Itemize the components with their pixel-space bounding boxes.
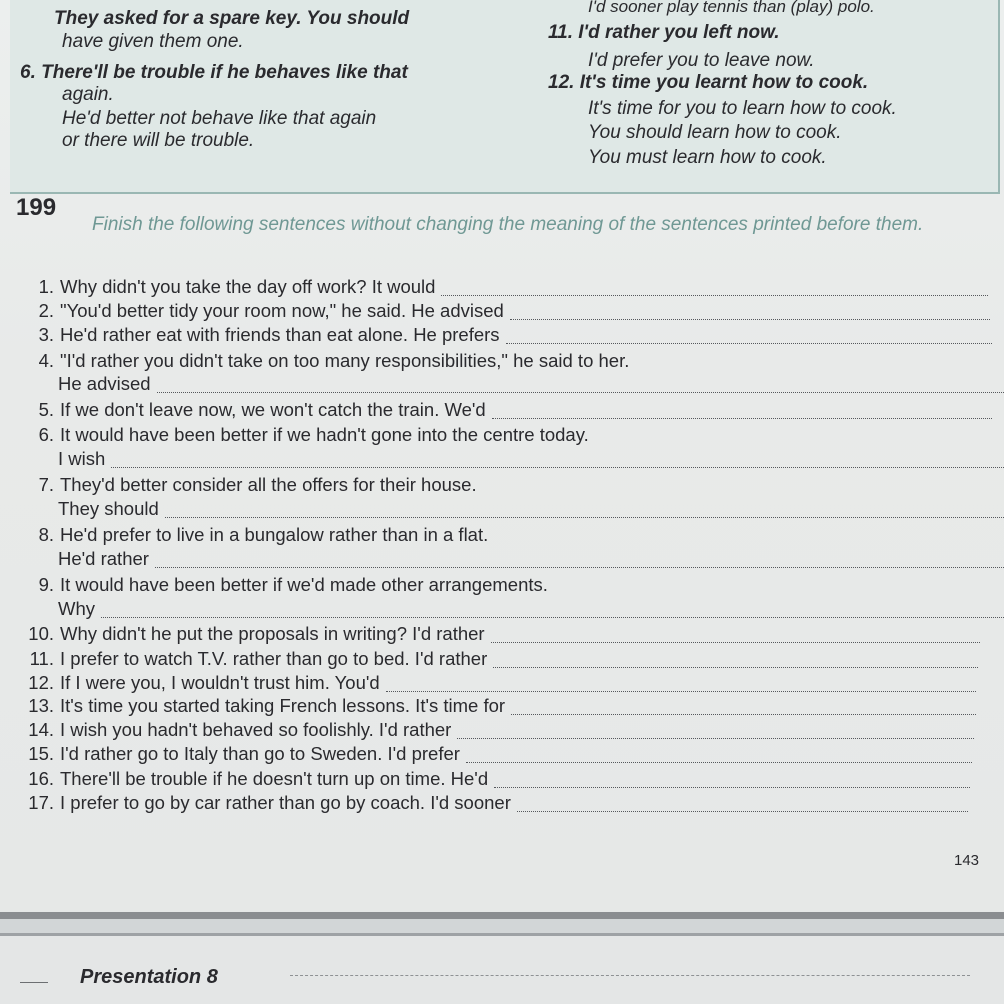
- example-box: [10, 0, 1000, 194]
- question-text: He'd rather: [58, 548, 149, 569]
- answer-blank[interactable]: [491, 624, 980, 643]
- question-text: It would have been better if we'd made other arrangements.: [60, 574, 548, 595]
- example-line: You must learn how to cook.: [588, 147, 827, 168]
- question-row: [18, 423, 589, 447]
- answer-blank[interactable]: [466, 744, 972, 763]
- question-number: 10.: [28, 623, 54, 644]
- question-text: He'd rather eat with friends than eat alone. He prefers: [60, 324, 500, 345]
- example-line: You should learn how to cook.: [588, 122, 842, 143]
- question-row: [58, 372, 1004, 396]
- question-row: [18, 523, 488, 547]
- question-text: Why didn't he put the proposals in writing? I'd rather: [60, 623, 485, 644]
- question-text: If we don't leave now, we won't catch the train. We'd: [60, 399, 486, 420]
- example-line: I'd sooner play tennis than (play) polo.: [588, 0, 875, 16]
- question-number: 13.: [28, 695, 54, 716]
- answer-blank[interactable]: [511, 696, 976, 715]
- footer-rule: [290, 975, 970, 976]
- question-row: [58, 497, 1004, 521]
- question-row: [18, 473, 477, 497]
- example-line: He'd better not behave like that again: [62, 108, 377, 129]
- question-text: "I'd rather you didn't take on too many responsibilities," he said to her.: [60, 350, 630, 371]
- answer-blank[interactable]: [155, 549, 1004, 568]
- answer-blank[interactable]: [386, 673, 976, 692]
- divider: [0, 933, 1004, 936]
- question-text: They'd better consider all the offers for their house.: [60, 474, 477, 495]
- answer-blank[interactable]: [493, 649, 978, 668]
- question-number: 16.: [28, 768, 54, 789]
- page-number: 143: [954, 852, 980, 869]
- answer-blank[interactable]: [492, 400, 992, 419]
- example-line: again.: [62, 84, 114, 105]
- question-row: [18, 791, 968, 815]
- question-row: [18, 767, 970, 791]
- question-text: "You'd better tidy your room now," he said. He advised: [60, 300, 504, 321]
- answer-blank[interactable]: [101, 599, 1004, 618]
- question-row: [18, 647, 978, 671]
- question-row: [18, 742, 972, 766]
- answer-blank[interactable]: [165, 499, 1004, 518]
- question-number: 12.: [28, 672, 54, 693]
- question-row: [18, 694, 976, 718]
- answer-blank[interactable]: [506, 325, 992, 344]
- question-row: [18, 671, 976, 695]
- question-text: I prefer to watch T.V. rather than go to bed. I'd rather: [60, 648, 488, 669]
- exercise-number: 199: [16, 194, 57, 221]
- question-text: He'd prefer to live in a bungalow rather than in a flat.: [60, 524, 489, 545]
- example-line: 6. There'll be trouble if he behaves like that: [20, 62, 408, 83]
- footer-title: Presentation 8: [80, 966, 218, 988]
- example-line: or there will be trouble.: [62, 130, 255, 151]
- example-line: They asked for a spare key. You should: [54, 8, 410, 29]
- question-row: [58, 547, 1004, 571]
- question-row: [18, 275, 988, 299]
- question-row: [18, 718, 974, 742]
- question-row: [18, 622, 980, 646]
- question-number: 6.: [38, 424, 54, 445]
- answer-blank[interactable]: [157, 374, 1004, 393]
- question-row: [58, 447, 1004, 471]
- question-text: I prefer to go by car rather than go by coach. I'd sooner: [60, 792, 511, 813]
- question-text: He advised: [58, 373, 151, 394]
- question-text: It's time you started taking French lessons. It's time for: [60, 695, 506, 716]
- question-text: Why: [58, 598, 95, 619]
- divider: [0, 912, 1004, 919]
- example-line: 11. I'd rather you left now.: [548, 22, 780, 43]
- question-row: [58, 597, 1004, 621]
- question-row: [18, 398, 992, 422]
- example-line: I'd prefer you to leave now.: [588, 50, 815, 71]
- question-text: I wish: [58, 448, 106, 469]
- question-number: 9.: [38, 574, 54, 595]
- question-number: 1.: [38, 276, 54, 297]
- question-number: 8.: [38, 524, 54, 545]
- question-text: They should: [58, 498, 159, 519]
- question-row: [18, 349, 629, 373]
- answer-blank[interactable]: [457, 720, 974, 739]
- answer-blank[interactable]: [517, 793, 968, 812]
- question-number: 17.: [28, 792, 54, 813]
- answer-blank[interactable]: [111, 449, 1004, 468]
- answer-blank[interactable]: [494, 769, 970, 788]
- question-number: 2.: [38, 300, 54, 321]
- question-number: 3.: [38, 324, 54, 345]
- answer-blank[interactable]: [441, 277, 988, 296]
- question-row: [18, 323, 992, 347]
- footer-rule: [20, 982, 48, 983]
- question-text: I wish you hadn't behaved so foolishly. I'd rather: [60, 719, 452, 740]
- example-line: It's time for you to learn how to cook.: [588, 98, 897, 119]
- question-text: If I were you, I wouldn't trust him. You'd: [60, 672, 380, 693]
- divider: [0, 919, 1004, 933]
- example-line: 12. It's time you learnt how to cook.: [548, 72, 869, 93]
- answer-blank[interactable]: [510, 301, 990, 320]
- question-text: Why didn't you take the day off work? It would: [60, 276, 436, 297]
- question-row: [18, 299, 990, 323]
- question-number: 15.: [28, 743, 54, 764]
- question-text: There'll be trouble if he doesn't turn up on time. He'd: [60, 768, 489, 789]
- question-number: 14.: [28, 719, 54, 740]
- question-number: 4.: [38, 350, 54, 371]
- question-number: 7.: [38, 474, 54, 495]
- question-number: 5.: [38, 399, 54, 420]
- question-text: It would have been better if we hadn't gone into the centre today.: [60, 424, 589, 445]
- question-text: I'd rather go to Italy than go to Sweden. I'd prefer: [60, 743, 460, 764]
- exercise-instruction: Finish the following sentences without changing the meaning of the sentences printed before them.: [92, 214, 924, 235]
- example-line: have given them one.: [62, 31, 244, 52]
- question-number: 11.: [29, 648, 54, 669]
- question-row: [18, 573, 548, 597]
